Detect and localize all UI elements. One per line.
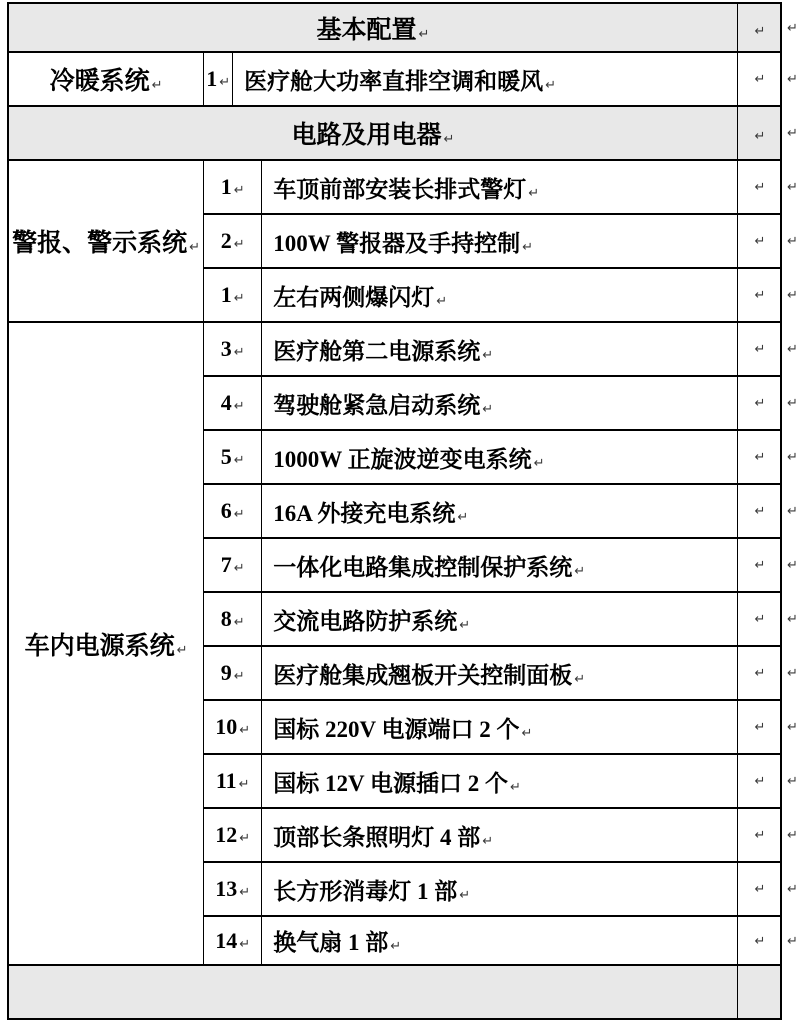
paragraph-mark-icon: ↵ xyxy=(754,450,766,465)
item-desc-cell xyxy=(262,430,738,484)
mark-cell xyxy=(737,214,781,268)
paragraph-mark-icon: ↵ xyxy=(754,612,766,627)
paragraph-mark-icon: ↵ xyxy=(189,240,201,255)
outside-margin-cell xyxy=(781,808,799,862)
item-number-cell xyxy=(204,376,262,430)
paragraph-mark-icon: ↵ xyxy=(436,293,448,309)
outside-margin-cell xyxy=(781,160,799,214)
mark-cell xyxy=(737,376,781,430)
item-number: 5 xyxy=(220,444,232,469)
item-number: 1 xyxy=(220,282,232,307)
item-number: 12 xyxy=(215,822,238,847)
item-desc: 医疗舱大功率直排空调和暖风 xyxy=(244,68,544,94)
item-number-cell xyxy=(204,538,262,592)
item-desc: 医疗舱集成翘板开关控制面板 xyxy=(273,662,573,688)
item-number-cell xyxy=(204,808,262,862)
item-number: 10 xyxy=(215,714,238,739)
paragraph-mark-icon: ↵ xyxy=(754,504,766,519)
paragraph-mark-icon: ↵ xyxy=(754,396,766,411)
paragraph-mark-icon: ↵ xyxy=(509,779,521,795)
item-number: 3 xyxy=(220,336,232,361)
paragraph-mark-icon: ↵ xyxy=(219,75,231,90)
item-number: 7 xyxy=(220,552,232,577)
item-desc: 国标 12V 电源插口 2 个 xyxy=(273,770,508,796)
paragraph-mark-icon: ↵ xyxy=(787,774,798,789)
item-number: 14 xyxy=(215,927,238,953)
item-desc-cell xyxy=(262,700,738,754)
section-title: 基本配置 xyxy=(316,16,417,44)
item-desc-cell xyxy=(262,808,738,862)
paragraph-mark-icon: ↵ xyxy=(574,671,586,687)
paragraph-mark-icon: ↵ xyxy=(754,720,766,735)
paragraph-mark-icon: ↵ xyxy=(754,180,766,195)
paragraph-mark-icon: ↵ xyxy=(443,132,455,147)
paragraph-mark-icon: ↵ xyxy=(787,72,798,87)
outside-margin-cell xyxy=(781,646,799,700)
paragraph-mark-icon: ↵ xyxy=(233,669,245,684)
item-desc: 100W 警报器及手持控制 xyxy=(273,230,521,256)
outside-margin-cell xyxy=(781,484,799,538)
item-desc: 一体化电路集成控制保护系统 xyxy=(273,554,573,580)
item-number: 1 xyxy=(206,66,218,91)
paragraph-mark-icon: ↵ xyxy=(787,20,798,36)
item-number: 2 xyxy=(220,228,232,253)
item-number-cell xyxy=(204,268,262,322)
paragraph-mark-icon: ↵ xyxy=(787,612,798,627)
paragraph-mark-icon: ↵ xyxy=(545,77,556,93)
mark-cell xyxy=(737,862,781,916)
paragraph-mark-icon: ↵ xyxy=(418,26,430,42)
paragraph-mark-icon: ↵ xyxy=(787,288,798,303)
paragraph-mark-icon: ↵ xyxy=(787,180,798,195)
item-row xyxy=(8,52,799,106)
item-number-cell xyxy=(204,646,262,700)
outside-margin-cell xyxy=(781,700,799,754)
paragraph-mark-icon: ↵ xyxy=(233,237,245,252)
paragraph-mark-icon: ↵ xyxy=(482,401,494,417)
item-row xyxy=(8,160,799,214)
paragraph-mark-icon: ↵ xyxy=(522,239,533,255)
paragraph-mark-icon: ↵ xyxy=(233,453,245,468)
item-desc: 车顶前部安装长排式警灯 xyxy=(273,176,527,202)
paragraph-mark-icon: ↵ xyxy=(787,396,798,411)
item-number: 6 xyxy=(220,498,232,523)
category-cell xyxy=(8,52,204,106)
paragraph-mark-icon: ↵ xyxy=(787,450,798,465)
mark-cell xyxy=(737,322,781,376)
item-desc: 国标 220V 电源端口 2 个 xyxy=(273,716,520,742)
item-number-cell xyxy=(204,754,262,808)
mark-cell xyxy=(737,430,781,484)
category-cell xyxy=(8,322,204,965)
outside-margin-cell xyxy=(781,538,799,592)
item-number-cell xyxy=(204,322,262,376)
item-desc-cell xyxy=(262,592,738,646)
item-desc-cell xyxy=(233,52,738,106)
outside-margin-cell xyxy=(781,916,799,965)
paragraph-mark-icon: ↵ xyxy=(233,561,245,576)
paragraph-mark-icon: ↵ xyxy=(459,887,471,903)
item-desc: 1000W 正旋波逆变电系统 xyxy=(273,446,532,472)
item-desc: 左右两侧爆闪灯 xyxy=(273,284,435,310)
paragraph-mark-icon: ↵ xyxy=(787,666,798,681)
item-desc: 交流电路防护系统 xyxy=(273,608,458,634)
item-desc-cell xyxy=(262,538,738,592)
paragraph-mark-icon: ↵ xyxy=(787,720,798,735)
paragraph-mark-icon: ↵ xyxy=(754,828,766,843)
item-desc-cell xyxy=(262,160,738,214)
item-number: 4 xyxy=(220,390,232,415)
item-number: 1 xyxy=(220,174,232,199)
section-title: 电路及用电器 xyxy=(291,122,442,149)
outside-margin-cell xyxy=(781,754,799,808)
mark-cell xyxy=(737,106,781,160)
item-desc: 长方形消毒灯 1 部 xyxy=(273,878,458,904)
paragraph-mark-icon: ↵ xyxy=(574,563,586,579)
item-desc-cell xyxy=(262,484,738,538)
section-row xyxy=(8,965,799,1019)
item-desc-cell xyxy=(262,322,738,376)
category-cell xyxy=(8,160,204,322)
paragraph-mark-icon: ↵ xyxy=(754,288,766,303)
item-number-cell xyxy=(204,592,262,646)
mark-cell xyxy=(737,646,781,700)
item-desc: 驾驶舱紧急启动系统 xyxy=(273,392,481,418)
item-number-cell xyxy=(204,484,262,538)
paragraph-mark-icon: ↵ xyxy=(787,882,798,897)
mark-cell xyxy=(737,268,781,322)
paragraph-mark-icon: ↵ xyxy=(233,507,245,522)
paragraph-mark-icon: ↵ xyxy=(521,725,533,741)
category-label: 车内电源系统 xyxy=(24,632,175,660)
paragraph-mark-icon: ↵ xyxy=(482,347,494,363)
outside-margin-cell xyxy=(781,592,799,646)
outside-margin-cell xyxy=(781,268,799,322)
paragraph-mark-icon: ↵ xyxy=(754,234,766,249)
paragraph-mark-icon: ↵ xyxy=(239,885,251,900)
item-desc-cell xyxy=(262,862,738,916)
outside-margin-cell xyxy=(781,3,799,52)
section-row xyxy=(8,3,799,52)
paragraph-mark-icon: ↵ xyxy=(459,617,471,633)
item-desc: 顶部长条照明灯 4 部 xyxy=(273,824,481,850)
item-desc-cell xyxy=(262,754,738,808)
mark-cell xyxy=(737,592,781,646)
outside-margin-cell xyxy=(781,376,799,430)
item-row xyxy=(8,322,799,376)
paragraph-mark-icon: ↵ xyxy=(754,558,766,573)
paragraph-mark-icon: ↵ xyxy=(151,78,163,93)
category-label: 冷暖系统 xyxy=(49,68,150,95)
item-number: 13 xyxy=(215,876,238,901)
item-number-cell xyxy=(204,700,262,754)
paragraph-mark-icon: ↵ xyxy=(754,882,766,897)
paragraph-mark-icon: ↵ xyxy=(787,126,798,141)
paragraph-mark-icon: ↵ xyxy=(787,234,798,249)
paragraph-mark-icon: ↵ xyxy=(390,939,402,954)
item-desc: 医疗舱第二电源系统 xyxy=(273,338,481,364)
section-header-cell xyxy=(8,3,737,52)
item-number-cell xyxy=(204,52,233,106)
outside-margin-cell xyxy=(781,52,799,106)
mark-cell xyxy=(737,808,781,862)
category-label: 警报、警示系统 xyxy=(12,230,188,257)
outside-margin-cell xyxy=(781,214,799,268)
paragraph-mark-icon: ↵ xyxy=(482,833,494,849)
mark-cell xyxy=(737,754,781,808)
outside-margin-cell xyxy=(781,862,799,916)
mark-cell xyxy=(737,538,781,592)
item-number: 8 xyxy=(220,606,232,631)
paragraph-mark-icon: ↵ xyxy=(754,129,766,144)
paragraph-mark-icon: ↵ xyxy=(754,774,766,789)
paragraph-mark-icon: ↵ xyxy=(176,642,188,658)
item-desc: 换气扇 1 部 xyxy=(273,930,389,955)
paragraph-mark-icon: ↵ xyxy=(239,831,251,846)
section-header-cell xyxy=(8,106,737,160)
item-number-cell xyxy=(204,862,262,916)
item-desc-cell xyxy=(262,376,738,430)
mark-cell xyxy=(737,3,781,52)
paragraph-mark-icon: ↵ xyxy=(233,615,245,630)
item-number-cell xyxy=(204,214,262,268)
item-desc: 16A 外接充电系统 xyxy=(273,500,456,526)
paragraph-mark-icon: ↵ xyxy=(787,504,798,519)
paragraph-mark-icon: ↵ xyxy=(239,723,251,738)
mark-cell xyxy=(737,700,781,754)
item-number-cell xyxy=(204,430,262,484)
outside-margin-cell xyxy=(781,965,799,1019)
item-number-cell xyxy=(204,916,262,965)
mark-cell xyxy=(737,965,781,1019)
paragraph-mark-icon: ↵ xyxy=(787,342,798,357)
section-row xyxy=(8,106,799,160)
paragraph-mark-icon: ↵ xyxy=(787,828,798,843)
paragraph-mark-icon: ↵ xyxy=(754,933,766,949)
paragraph-mark-icon: ↵ xyxy=(233,345,245,360)
section-header-cell xyxy=(8,965,737,1019)
mark-cell xyxy=(737,916,781,965)
paragraph-mark-icon: ↵ xyxy=(754,23,766,39)
spec-table xyxy=(7,2,800,1020)
paragraph-mark-icon: ↵ xyxy=(233,183,245,198)
paragraph-mark-icon: ↵ xyxy=(754,666,766,681)
paragraph-mark-icon: ↵ xyxy=(233,399,245,414)
mark-cell xyxy=(737,160,781,214)
paragraph-mark-icon: ↵ xyxy=(457,509,469,525)
outside-margin-cell xyxy=(781,106,799,160)
paragraph-mark-icon: ↵ xyxy=(787,933,798,949)
paragraph-mark-icon: ↵ xyxy=(528,185,540,201)
paragraph-mark-icon: ↵ xyxy=(533,455,545,471)
outside-margin-cell xyxy=(781,430,799,484)
paragraph-mark-icon: ↵ xyxy=(754,342,766,357)
mark-cell xyxy=(737,52,781,106)
item-desc-cell xyxy=(262,268,738,322)
item-desc-cell xyxy=(262,214,738,268)
item-desc-cell xyxy=(262,646,738,700)
outside-margin-cell xyxy=(781,322,799,376)
item-number: 11 xyxy=(215,768,237,793)
paragraph-mark-icon: ↵ xyxy=(787,558,798,573)
paragraph-mark-icon: ↵ xyxy=(754,72,766,87)
paragraph-mark-icon: ↵ xyxy=(239,936,251,952)
item-desc-cell xyxy=(262,916,738,965)
item-number-cell xyxy=(204,160,262,214)
mark-cell xyxy=(737,484,781,538)
paragraph-mark-icon: ↵ xyxy=(233,291,245,306)
item-number: 9 xyxy=(220,660,232,685)
paragraph-mark-icon: ↵ xyxy=(238,777,250,792)
